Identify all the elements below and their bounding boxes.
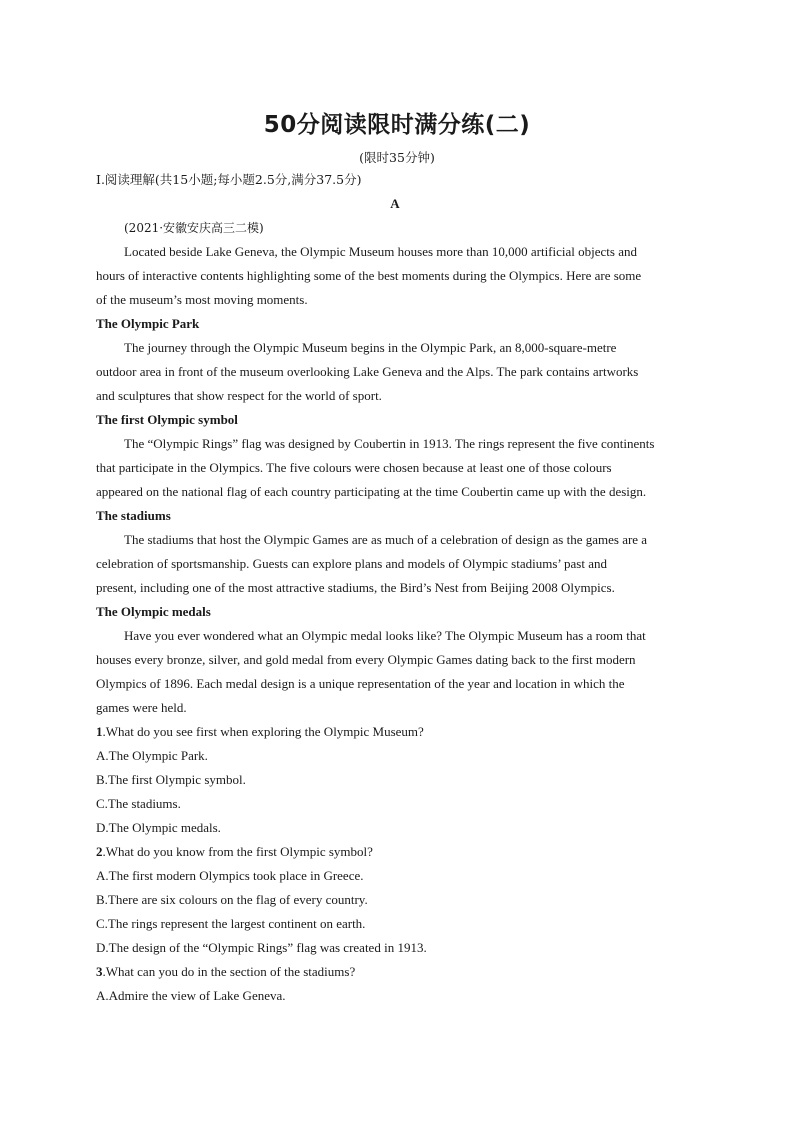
paragraph-line: and sculptures that show respect for the world of sport. xyxy=(96,388,382,403)
question-text: .What can you do in the section of the stadiums? xyxy=(102,964,356,979)
paragraph-line: present, including one of the most attractive stadiums, the Bird’s Nest from Beijing 2008 Olympics. xyxy=(96,580,615,595)
section-heading: Ⅰ.阅读理解(共15小题;每小题2.5分,满分37.5分) xyxy=(96,172,362,187)
page-title: 50分阅读限时满分练(二) xyxy=(263,112,531,138)
answer-option: D.The design of the “Olympic Rings” flag was created in 1913. xyxy=(96,940,427,955)
document-body xyxy=(96,168,694,1008)
paragraph-line: Located beside Lake Geneva, the Olympic Museum houses more than 10,000 artificial objects and xyxy=(124,244,637,259)
paragraph-line: houses every bronze, silver, and gold medal from every Olympic Games dating back to the first modern xyxy=(96,652,636,667)
passage-label: A xyxy=(390,196,400,211)
paragraph-line: of the museum’s most moving moments. xyxy=(96,292,308,307)
question-stem xyxy=(96,840,694,864)
question-number: 3 xyxy=(96,964,103,979)
paragraph xyxy=(96,528,694,600)
answer-option: A.The Olympic Park. xyxy=(96,748,208,763)
question-stem xyxy=(96,960,694,984)
paragraph-line: games were held. xyxy=(96,700,187,715)
section-subheading: The first Olympic symbol xyxy=(96,412,238,427)
question-text: .What do you know from the first Olympic symbol? xyxy=(102,844,373,859)
question-stem xyxy=(96,720,694,744)
question-number: 2 xyxy=(96,844,103,859)
answer-option: B.The first Olympic symbol. xyxy=(96,772,246,787)
answer-option: A.Admire the view of Lake Geneva. xyxy=(96,988,286,1003)
question xyxy=(96,840,694,960)
answer-option: D.The Olympic medals. xyxy=(96,820,221,835)
paragraph-line: The stadiums that host the Olympic Games are as much of a celebration of design as the games are a xyxy=(124,532,648,547)
answer-option: A.The first modern Olympics took place in Greece. xyxy=(96,868,364,883)
paragraph-line: The “Olympic Rings” flag was designed by Coubertin in 1913. The rings represent the five continents xyxy=(124,436,655,451)
paragraph xyxy=(96,240,694,312)
paragraph-line: outdoor area in front of the museum overlooking Lake Geneva and the Alps. The park contains artworks xyxy=(96,364,639,379)
answer-option: B.There are six colours on the flag of every country. xyxy=(96,892,368,907)
paragraph-line: celebration of sportsmanship. Guests can explore plans and models of Olympic stadiums’ past and xyxy=(96,556,607,571)
answer-option: C.The stadiums. xyxy=(96,796,181,811)
paragraph-line: Have you ever wondered what an Olympic medal looks like? The Olympic Museum has a room that xyxy=(124,628,646,643)
question-number: 1 xyxy=(96,724,103,739)
question xyxy=(96,960,694,1008)
paragraph-line: that participate in the Olympics. The five colours were chosen because at least one of those colours xyxy=(96,460,612,475)
paragraph xyxy=(96,336,694,408)
paragraph xyxy=(96,432,694,504)
paragraph xyxy=(96,624,694,720)
answer-option: C.The rings represent the largest continent on earth. xyxy=(96,916,366,931)
paragraph-line: appeared on the national flag of each country participating at the time Coubertin came up with the design. xyxy=(96,484,647,499)
passage-source: (2021·安徽安庆高三二模) xyxy=(124,221,264,235)
paragraph-line: Olympics of 1896. Each medal design is a unique representation of the year and location in which the xyxy=(96,676,625,691)
section-subheading: The Olympic medals xyxy=(96,604,211,619)
paragraph-line: hours of interactive contents highlighting some of the best moments during the Olympics. Here are some xyxy=(96,268,642,283)
question xyxy=(96,720,694,840)
section-subheading: The Olympic Park xyxy=(96,316,200,331)
paragraph-line: The journey through the Olympic Museum begins in the Olympic Park, an 8,000-square-metre xyxy=(124,340,617,355)
question-text: .What do you see first when exploring the Olympic Museum? xyxy=(102,724,424,739)
time-limit-note: (限时35分钟) xyxy=(359,150,435,165)
section-subheading: The stadiums xyxy=(96,508,171,523)
